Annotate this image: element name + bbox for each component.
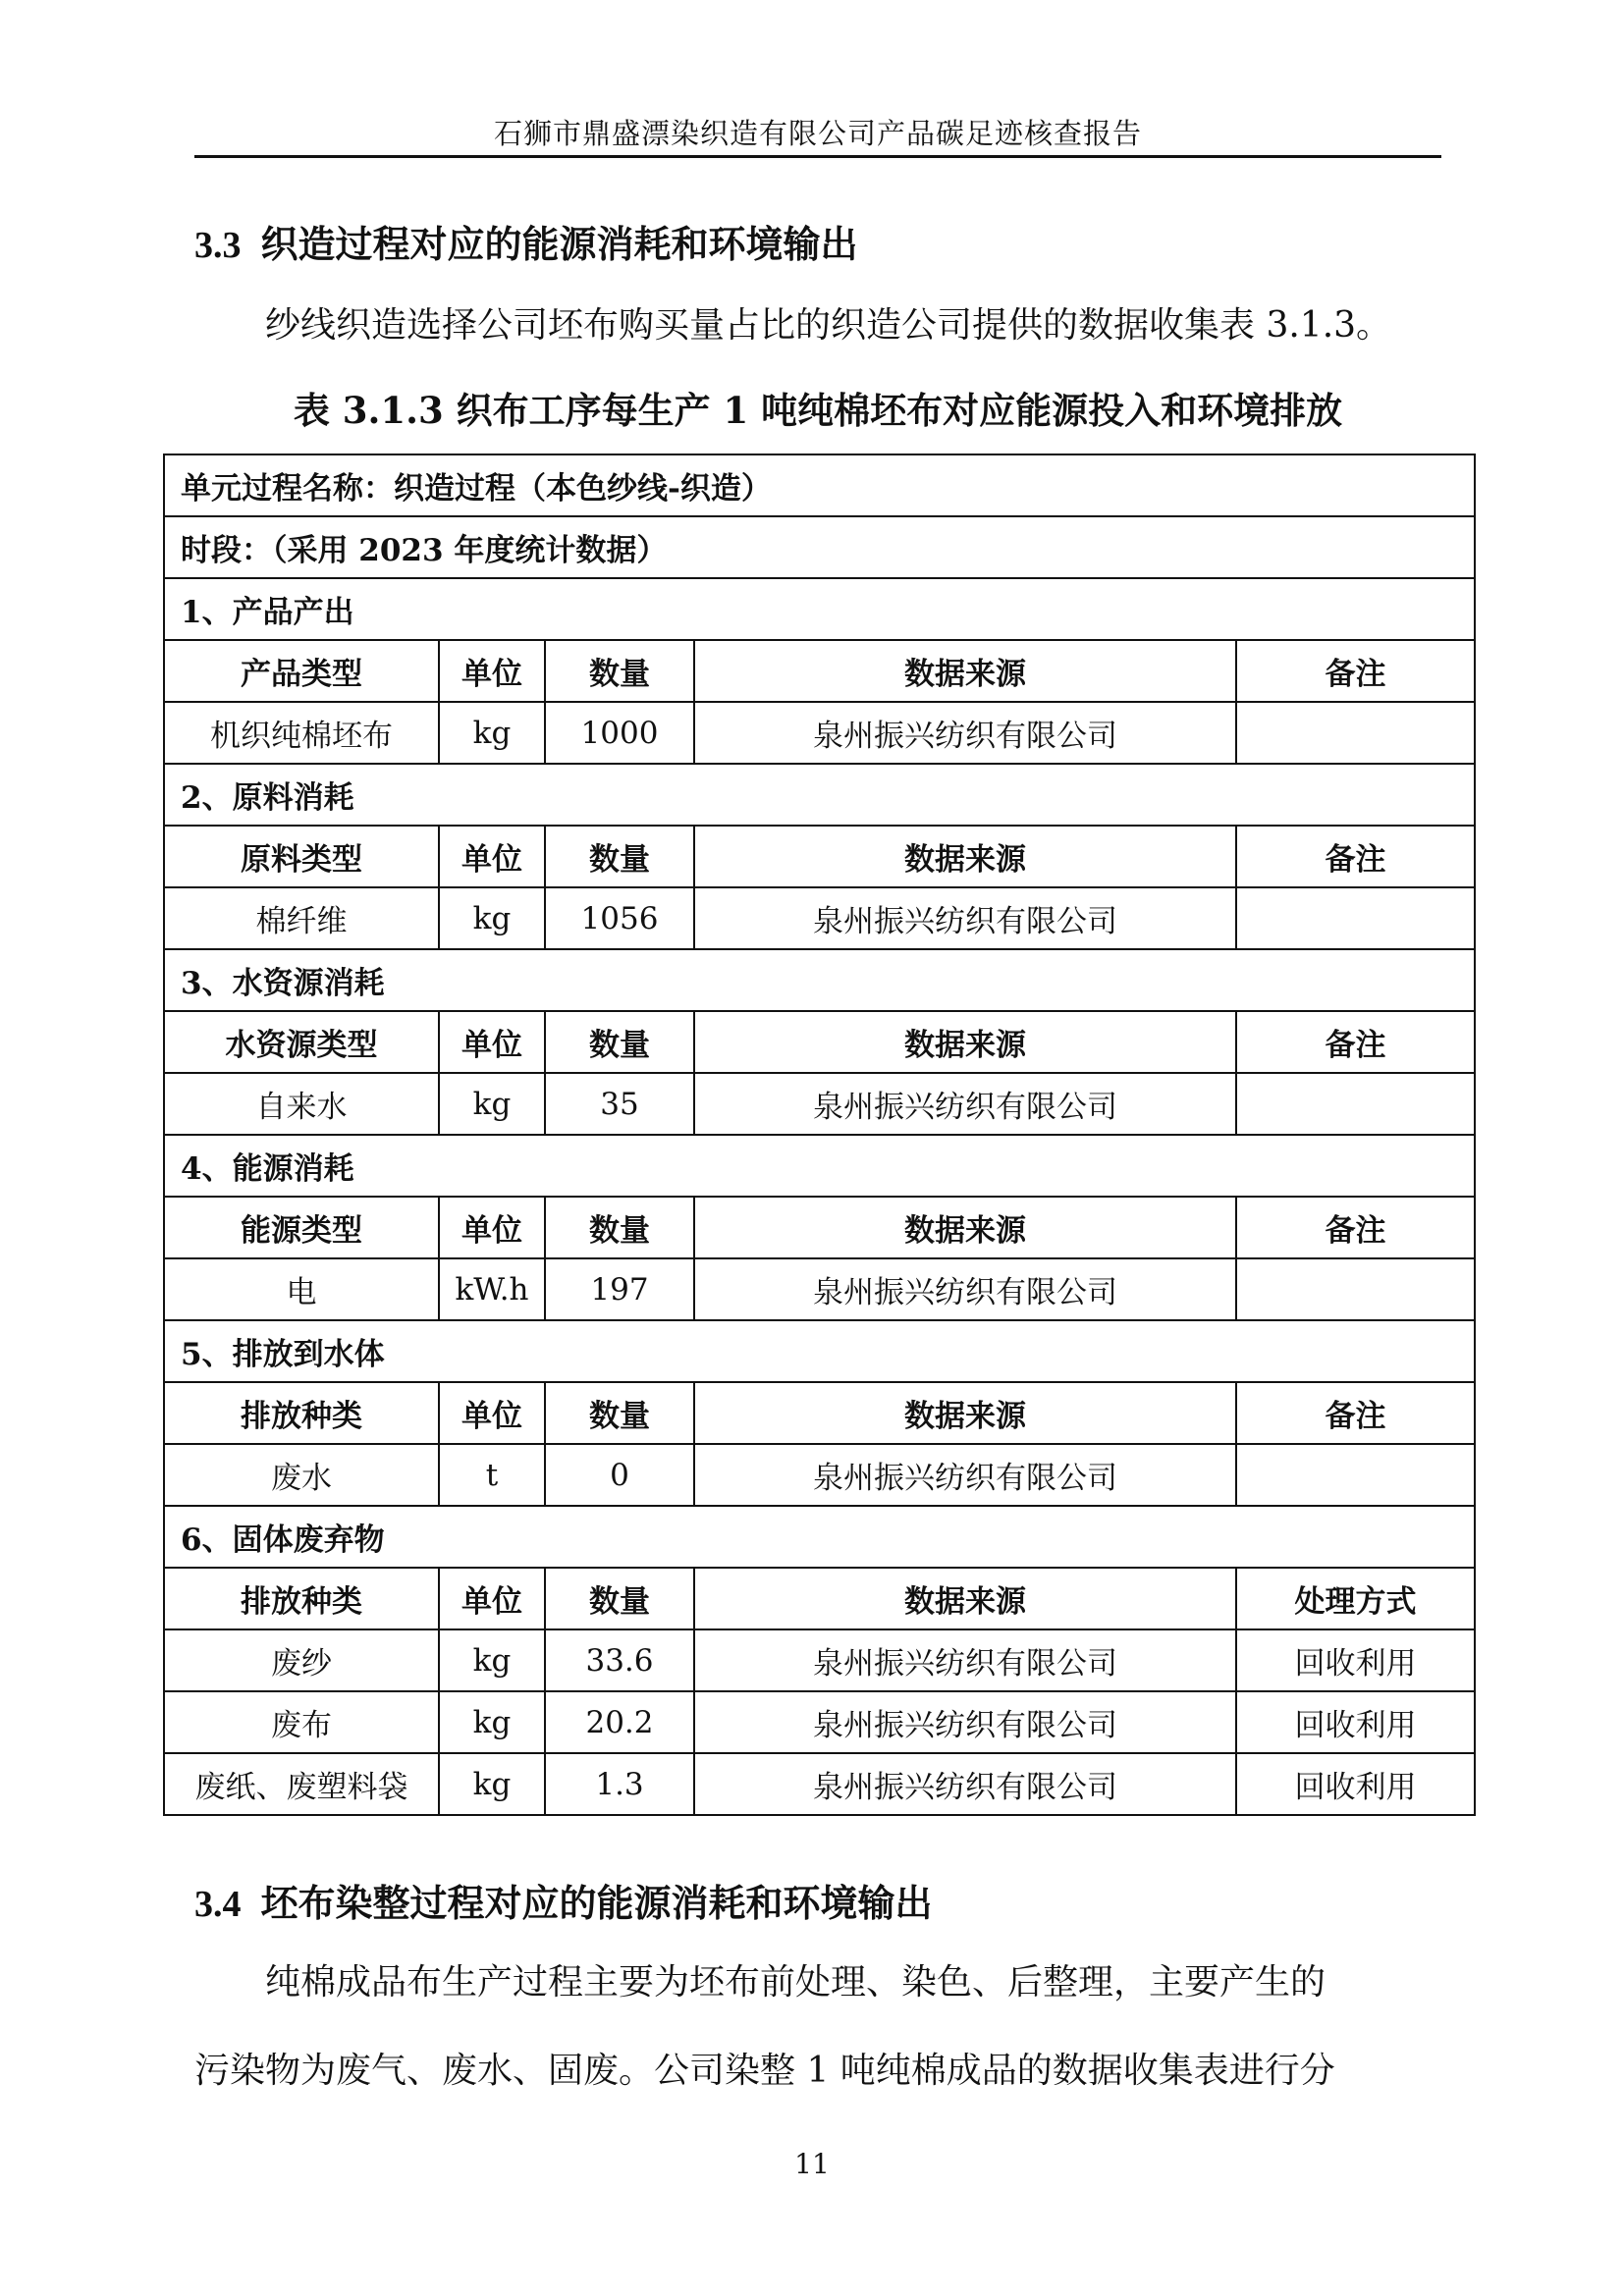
table-row	[164, 1753, 1475, 1815]
column-header-unit: 单位	[439, 1382, 545, 1444]
cell-unit: kW.h	[439, 1258, 545, 1320]
column-header-note: 备注	[1236, 826, 1475, 887]
column-header-quantity: 数量	[545, 1197, 694, 1258]
cell-quantity: 1056	[545, 887, 694, 949]
column-header-row	[164, 826, 1475, 887]
group-title-row	[164, 1320, 1475, 1382]
cell-note	[1236, 887, 1475, 949]
column-header-row	[164, 640, 1475, 702]
table-row	[164, 1444, 1475, 1506]
cell-type: 废水	[164, 1444, 439, 1506]
cell-note: 回收利用	[1236, 1629, 1475, 1691]
cell-unit: kg	[439, 1073, 545, 1135]
column-header-note: 备注	[1236, 1382, 1475, 1444]
cell-quantity: 0	[545, 1444, 694, 1506]
table-row	[164, 1691, 1475, 1753]
column-header-quantity: 数量	[545, 1011, 694, 1073]
column-header-row	[164, 1568, 1475, 1629]
column-header-quantity: 数量	[545, 1382, 694, 1444]
cell-unit: kg	[439, 1629, 545, 1691]
column-header-note: 处理方式	[1236, 1568, 1475, 1629]
column-header-source: 数据来源	[694, 1011, 1236, 1073]
cell-unit: t	[439, 1444, 545, 1506]
period-cell: 时段：（采用 2023 年度统计数据）	[164, 516, 1475, 578]
cell-unit: kg	[439, 1753, 545, 1815]
section-3-4-paragraph-line1: 纯棉成品布生产过程主要为坯布前处理、染色、后整理，主要产生的	[265, 1962, 1326, 2002]
column-header-type: 能源类型	[164, 1197, 439, 1258]
cell-source: 泉州振兴纺织有限公司	[694, 1691, 1236, 1753]
cell-quantity: 33.6	[545, 1629, 694, 1691]
section-3-3-number: 3.3	[194, 225, 242, 266]
column-header-quantity: 数量	[545, 1568, 694, 1629]
column-header-quantity: 数量	[545, 640, 694, 702]
column-header-row	[164, 1382, 1475, 1444]
group-title-cell: 4、能源消耗	[164, 1135, 1475, 1197]
cell-note	[1236, 1258, 1475, 1320]
cell-quantity: 1000	[545, 702, 694, 764]
column-header-unit: 单位	[439, 1568, 545, 1629]
page-number: 11	[794, 2148, 830, 2180]
group-title-row	[164, 1135, 1475, 1197]
column-header-unit: 单位	[439, 826, 545, 887]
cell-type: 废纱	[164, 1629, 439, 1691]
table-caption: 表 3.1.3 织布工序每生产 1 吨纯棉坯布对应能源投入和环境排放	[293, 389, 1343, 432]
table-row	[164, 702, 1475, 764]
section-3-3-paragraph: 纱线织造选择公司坯布购买量占比的织造公司提供的数据收集表 3.1.3。	[265, 305, 1392, 346]
column-header-source: 数据来源	[694, 640, 1236, 702]
unit-process-cell: 单元过程名称：织造过程（本色纱线-织造）	[164, 454, 1475, 516]
cell-type: 棉纤维	[164, 887, 439, 949]
column-header-source: 数据来源	[694, 1568, 1236, 1629]
cell-note	[1236, 702, 1475, 764]
section-3-3-title: 织造过程对应的能源消耗和环境输出	[260, 222, 858, 266]
cell-source: 泉州振兴纺织有限公司	[694, 1444, 1236, 1506]
column-header-type: 水资源类型	[164, 1011, 439, 1073]
cell-source: 泉州振兴纺织有限公司	[694, 887, 1236, 949]
cell-type: 废纸、废塑料袋	[164, 1753, 439, 1815]
group-title-cell: 3、水资源消耗	[164, 949, 1475, 1011]
period-row	[164, 516, 1475, 578]
table-row	[164, 887, 1475, 949]
table-row	[164, 1629, 1475, 1691]
cell-note	[1236, 1073, 1475, 1135]
column-header-row	[164, 1197, 1475, 1258]
group-title-row	[164, 578, 1475, 640]
cell-source: 泉州振兴纺织有限公司	[694, 1073, 1236, 1135]
column-header-unit: 单位	[439, 640, 545, 702]
cell-source: 泉州振兴纺织有限公司	[694, 1753, 1236, 1815]
section-3-3-heading	[194, 214, 858, 268]
cell-quantity: 35	[545, 1073, 694, 1135]
section-3-4-heading	[194, 1873, 933, 1927]
section-3-4-paragraph-line2: 污染物为废气、废水、固废。公司染整 1 吨纯棉成品的数据收集表进行分	[194, 2051, 1335, 2091]
cell-quantity: 1.3	[545, 1753, 694, 1815]
column-header-source: 数据来源	[694, 1197, 1236, 1258]
column-header-row	[164, 1011, 1475, 1073]
column-header-unit: 单位	[439, 1197, 545, 1258]
cell-source: 泉州振兴纺织有限公司	[694, 1629, 1236, 1691]
cell-unit: kg	[439, 1691, 545, 1753]
table-row	[164, 1258, 1475, 1320]
cell-unit: kg	[439, 702, 545, 764]
header-rule	[194, 155, 1441, 158]
cell-type: 废布	[164, 1691, 439, 1753]
group-title-row	[164, 949, 1475, 1011]
cell-note: 回收利用	[1236, 1691, 1475, 1753]
cell-note: 回收利用	[1236, 1753, 1475, 1815]
group-title-cell: 5、排放到水体	[164, 1320, 1475, 1382]
table-row	[164, 1073, 1475, 1135]
column-header-type: 排放种类	[164, 1568, 439, 1629]
column-header-source: 数据来源	[694, 826, 1236, 887]
column-header-unit: 单位	[439, 1011, 545, 1073]
cell-quantity: 20.2	[545, 1691, 694, 1753]
group-title-cell: 2、原料消耗	[164, 764, 1475, 826]
section-3-4-number: 3.4	[194, 1884, 242, 1925]
section-3-4-title: 坯布染整过程对应的能源消耗和环境输出	[260, 1881, 933, 1925]
cell-source: 泉州振兴纺织有限公司	[694, 1258, 1236, 1320]
cell-source: 泉州振兴纺织有限公司	[694, 702, 1236, 764]
report-header: 石狮市鼎盛漂染织造有限公司产品碳足迹核查报告	[493, 117, 1142, 150]
data-table	[163, 454, 1476, 1816]
unit-process-row	[164, 454, 1475, 516]
column-header-type: 产品类型	[164, 640, 439, 702]
group-title-row	[164, 1506, 1475, 1568]
cell-type: 机织纯棉坯布	[164, 702, 439, 764]
column-header-type: 原料类型	[164, 826, 439, 887]
cell-type: 电	[164, 1258, 439, 1320]
group-title-cell: 1、产品产出	[164, 578, 1475, 640]
column-header-type: 排放种类	[164, 1382, 439, 1444]
group-title-row	[164, 764, 1475, 826]
column-header-quantity: 数量	[545, 826, 694, 887]
column-header-note: 备注	[1236, 1197, 1475, 1258]
cell-unit: kg	[439, 887, 545, 949]
column-header-note: 备注	[1236, 1011, 1475, 1073]
cell-note	[1236, 1444, 1475, 1506]
column-header-source: 数据来源	[694, 1382, 1236, 1444]
cell-quantity: 197	[545, 1258, 694, 1320]
cell-type: 自来水	[164, 1073, 439, 1135]
group-title-cell: 6、固体废弃物	[164, 1506, 1475, 1568]
column-header-note: 备注	[1236, 640, 1475, 702]
